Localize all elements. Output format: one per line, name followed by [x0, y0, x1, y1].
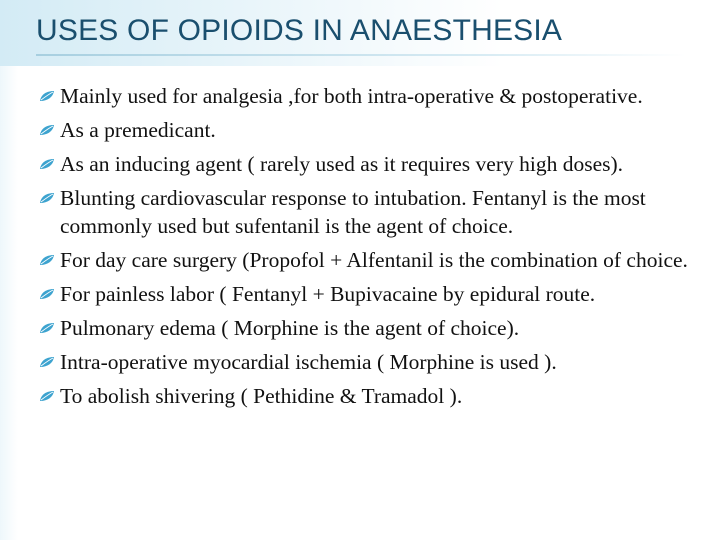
bullet-item	[36, 151, 706, 179]
leaf-bullet-icon	[39, 390, 55, 402]
bullet-text: Mainly used for analgesia ,for both intra-operative & postoperative.	[60, 84, 643, 108]
bullet-item	[36, 349, 706, 377]
slide-title: USES OF OPIOIDS IN ANAESTHESIA	[36, 14, 563, 47]
bullet-item	[36, 247, 706, 275]
bullet-text: Blunting cardiovascular response to intubation. Fentanyl is the most commonly used but sufentanil is the agent of choice.	[60, 186, 646, 238]
bullet-text: Pulmonary edema ( Morphine is the agent of choice).	[60, 315, 520, 340]
bullet-text: For painless labor ( Fentanyl + Bupivacaine by epidural route.	[60, 281, 596, 306]
bullet-text: As a premedicant.	[60, 118, 216, 142]
bullet-text: As an inducing agent ( rarely used as it requires very high doses).	[60, 152, 624, 176]
leaf-bullet-icon	[39, 124, 55, 136]
leaf-bullet-icon	[39, 356, 55, 368]
leaf-bullet-icon	[39, 322, 55, 334]
bullet-item	[36, 281, 706, 309]
leaf-bullet-icon	[39, 158, 55, 170]
bullet-text: For day care surgery (Propofol + Alfentanil is the combination of choice.	[60, 247, 688, 272]
bullet-item	[36, 383, 706, 411]
bullet-item	[36, 315, 706, 343]
leaf-bullet-icon	[39, 254, 55, 266]
leaf-bullet-icon	[39, 288, 55, 300]
bullet-text: To abolish shivering ( Pethidine & Tramadol ).	[60, 383, 463, 408]
bullet-item	[36, 117, 706, 145]
bullet-item	[36, 185, 706, 240]
leaf-bullet-icon	[39, 90, 55, 102]
leaf-bullet-icon	[39, 192, 55, 204]
bullet-list	[36, 83, 706, 417]
title-divider	[36, 54, 686, 56]
bullet-item	[36, 83, 706, 111]
bullet-text: Intra-operative myocardial ischemia ( Morphine is used ).	[60, 349, 557, 374]
